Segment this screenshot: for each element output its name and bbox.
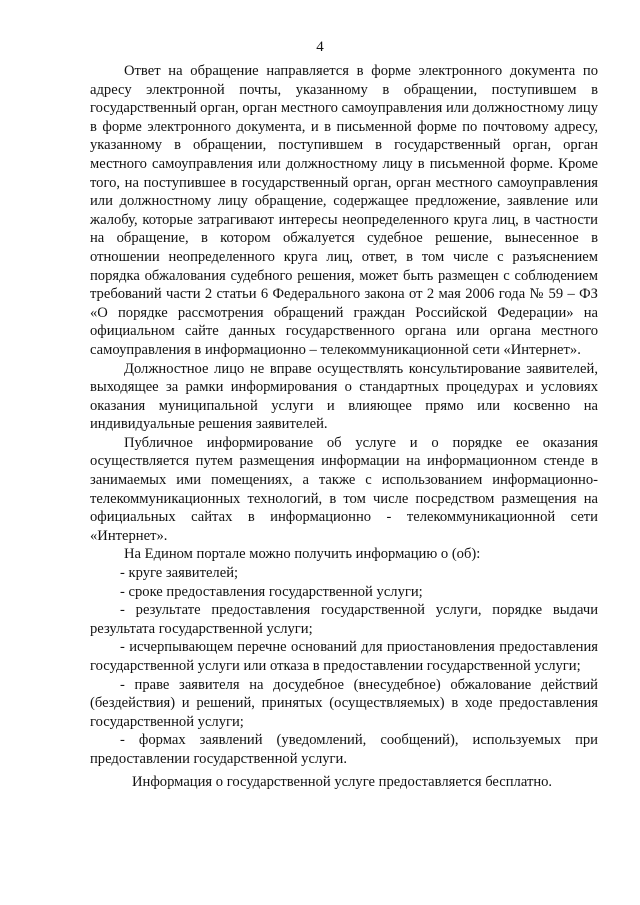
document-body (90, 62, 598, 791)
list-item-grounds: - исчерпывающем перечне оснований для приостановления предоставления государственной услуги или отказа в предоставлении государственной услуги; (90, 639, 598, 674)
list-item-result: - результате предоставления государственной услуги, порядке выдачи результата государственной услуги; (90, 602, 598, 637)
paragraph-official-consulting: Должностное лицо не вправе осуществлять консультирование заявителей, выходящее за рамки информирования о стандартных процедурах и условиях оказания муниципальной услуги и влияющее прямо или косвенно на индивидуальные решения заявителей. (90, 360, 598, 433)
list-item-deadline: - сроке предоставления государственной услуги; (120, 583, 423, 600)
paragraph-free-of-charge: Информация о государственной услуге предоставляется бесплатно. (132, 773, 553, 790)
list-item-appeal-right: - праве заявителя на досудебное (внесудебное) обжалование действий (бездействия) и решений, принятых (осуществляемых) в ходе предоставления государственной услуги; (90, 676, 598, 730)
paragraph-unified-portal: На Едином портале можно получить информацию о (об): (124, 546, 481, 563)
page-number: 4 (316, 39, 324, 55)
paragraph-public-information: Публичное информирование об услуге и о порядке ее оказания осуществляется путем размещения информации на информационном стенде в занимаемых ими помещениях, а также с использованием информационно-телекоммуникационных технологий, в том числе посредством размещения на официальных сайтах в информационно - телекоммуникационной сети «Интернет». (90, 434, 598, 544)
list-item-application-forms: - формах заявлений (уведомлений, сообщений), используемых при предоставлении государственной услуги. (90, 732, 598, 767)
list-item-applicants: - круге заявителей; (120, 565, 239, 582)
paragraph-response-form: Ответ на обращение направляется в форме электронного документа по адресу электронной почты, указанному в обращении, поступившем в государственный орган, орган местного самоуправления или должностному лицу в форме электронного документа, и в письменной форме по почтовому адресу, указанному в обращении, поступившем в государственный орган, орган местного самоуправления или должностному лицу в письменной форме. Кроме того, на поступившее в государственный орган, орган местного самоуправления или должностному лицу обращение, содержащее предложение, заявление или жалобу, которые затрагивают интересы неопределенного круга лиц, в частности на обращение, в котором обжалуется судебное решение, вынесенное в отношении неопределенного круга лиц, ответ, в том числе с разъяснением порядка обжалования судебного решения, может быть размещен с соблюдением требований части 2 статьи 6 Федерального закона от 2 мая 2006 года № 59 – ФЗ «О порядке рассмотрения обращений граждан Российской Федерации» на официальном сайте данных государственного органа или органа местного самоуправления в информационно – телекоммуникационной сети «Интернет». (90, 63, 598, 358)
